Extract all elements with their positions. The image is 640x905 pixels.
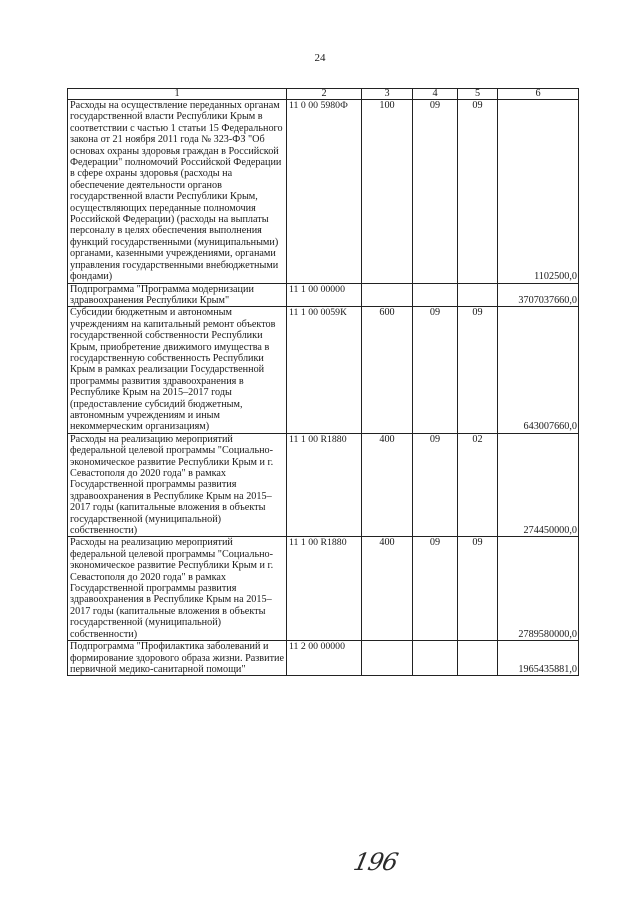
row-code: 11 1 00 R1880	[287, 537, 362, 641]
row-code: 11 2 00 00000	[287, 641, 362, 676]
header-cell: 1	[68, 89, 287, 100]
row-col5: 09	[458, 100, 498, 284]
handwritten-page-number: 196	[351, 848, 400, 876]
header-cell: 6	[498, 89, 579, 100]
row-description: Расходы на осуществление переданных органам государственной власти Республики Крым в соответствии с частью 1 статьи 15 Федерального закона от 21 ноября 2011 года № 323-ФЗ "Об основах охраны здоровья граждан в Российской Федерации" полномочий Российской Федерации в сфере охраны здоровья (расходы на обеспечение деятельности органов государственной власти Республики Крым, осуществляющих переданные полномочия Российской Федерации) (расходы на выплаты персоналу в целях обеспечения выполнения функций государственными (муниципальными) органами, казенными учреждениями, органами управления государственными внебюджетными фондами)	[68, 100, 287, 284]
row-col5	[458, 283, 498, 307]
row-col3: 400	[362, 433, 413, 537]
table-row	[68, 100, 579, 284]
header-cell: 3	[362, 89, 413, 100]
row-col3	[362, 283, 413, 307]
table-row	[68, 307, 579, 433]
row-amount: 3707037660,0	[498, 283, 579, 307]
row-col4: 09	[413, 537, 458, 641]
row-col4: 09	[413, 307, 458, 433]
row-col3	[362, 641, 413, 676]
row-description: Расходы на реализацию мероприятий федеральной целевой программы "Социально-экономическое развитие Республики Крым и г. Севастополя до 2020 года" в рамках Государственной программы развития здравоохранения в Республике Крым на 2015–2017 годы (капитальные вложения в объекты государственной (муниципальной) собственности)	[68, 433, 287, 537]
row-description: Субсидии бюджетным и автономным учреждениям на капитальный ремонт объектов государственной собственности Республики Крым, приобретение движимого имущества в государственную собственность Республики Крым в рамках реализации Государственной программы развития здравоохранения в Республике Крым на 2015–2017 годы (предоставление субсидий бюджетным, автономным учреждениям и иным некоммерческим организациям)	[68, 307, 287, 433]
table-row	[68, 537, 579, 641]
row-code: 11 1 00 R1880	[287, 433, 362, 537]
budget-table	[67, 88, 579, 676]
row-code: 11 1 00 0059К	[287, 307, 362, 433]
row-description: Подпрограмма "Профилактика заболеваний и формирование здорового образа жизни. Развитие первичной медико-санитарной помощи"	[68, 641, 287, 676]
table-row	[68, 641, 579, 676]
row-col5: 02	[458, 433, 498, 537]
row-col5	[458, 641, 498, 676]
table-header-row	[68, 89, 579, 100]
table-row	[68, 433, 579, 537]
row-col4	[413, 283, 458, 307]
row-col4: 09	[413, 433, 458, 537]
table-row	[68, 283, 579, 307]
row-col3: 100	[362, 100, 413, 284]
page-number: 24	[314, 52, 326, 64]
row-amount: 643007660,0	[498, 307, 579, 433]
row-code: 11 1 00 00000	[287, 283, 362, 307]
row-col5: 09	[458, 537, 498, 641]
row-description: Подпрограмма "Программа модернизации здравоохранения Республики Крым"	[68, 283, 287, 307]
row-col3: 400	[362, 537, 413, 641]
row-amount: 1102500,0	[498, 100, 579, 284]
row-col5: 09	[458, 307, 498, 433]
header-cell: 5	[458, 89, 498, 100]
row-col3: 600	[362, 307, 413, 433]
row-amount: 2789580000,0	[498, 537, 579, 641]
row-amount: 274450000,0	[498, 433, 579, 537]
header-cell: 2	[287, 89, 362, 100]
row-description: Расходы на реализацию мероприятий федеральной целевой программы "Социально-экономическое развитие Республики Крым и г. Севастополя до 2020 года" в рамках Государственной программы развития здравоохранения в Республике Крым на 2015–2017 годы (капитальные вложения в объекты государственной (муниципальной) собственности)	[68, 537, 287, 641]
row-col4: 09	[413, 100, 458, 284]
row-code: 11 0 00 5980Ф	[287, 100, 362, 284]
row-col4	[413, 641, 458, 676]
header-cell: 4	[413, 89, 458, 100]
row-amount: 1965435881,0	[498, 641, 579, 676]
